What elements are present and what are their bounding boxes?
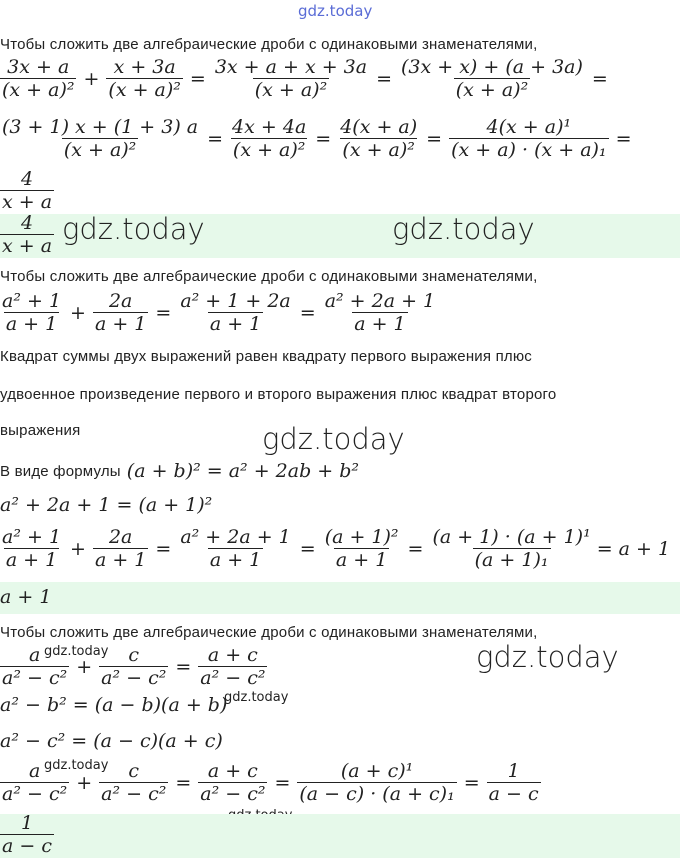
- frac-denominator: a² − c²: [101, 783, 167, 805]
- frac-numerator: 4: [20, 168, 34, 190]
- frac-numerator: (3 + 1) x + (1 + 3) a: [2, 116, 199, 138]
- frac-numerator: 3x + a: [7, 56, 70, 78]
- frac-numerator: a: [28, 644, 41, 666]
- frac-numerator: a² + 2a + 1: [180, 526, 291, 548]
- identity-1: a² − b² = (a − b)(a + b): [0, 694, 228, 716]
- frac-numerator: a² + 2a + 1: [324, 290, 436, 312]
- frac-denominator: a² − c²: [2, 783, 68, 805]
- formula-label: В виде формулы: [0, 462, 121, 480]
- frac-denominator: a + 1: [94, 313, 147, 335]
- frac-numerator: a + c: [207, 760, 258, 782]
- frac-numerator: 2a: [108, 290, 133, 312]
- frac-numerator: (a + 1) · (a + 1)¹: [432, 526, 591, 548]
- frac-numerator: 4: [20, 212, 34, 234]
- identity: a² + 2a + 1 = (a + 1)²: [0, 494, 213, 516]
- frac-denominator: a + 1: [5, 549, 58, 571]
- frac-numerator: 4x + 4a: [232, 116, 307, 138]
- frac-denominator: x + a: [2, 235, 53, 257]
- frac-denominator: a − c: [488, 783, 539, 805]
- frac-denominator: a + 1: [209, 313, 262, 335]
- section3-chain: $\frac{a}{\text{a² − c²}}$ + $\frac{c}{\text{a² − c²}}$ = $\frac{a + c}{\text{a² − c²}}$ = $\frac{\text{(a + c)¹}}{\text{(a − c) · (a + c)₁}}$ = $\frac{1}{a - c}$: [2, 760, 539, 805]
- frac-denominator: (x + a)²: [2, 79, 75, 101]
- watermark-small: gdz.today: [44, 758, 109, 773]
- frac-denominator: (x + a)²: [254, 79, 328, 101]
- frac-numerator: 3x + a + x + 3a: [214, 56, 368, 78]
- frac-denominator: a + 1: [5, 313, 58, 335]
- rule-text-line3: выражения: [0, 422, 81, 439]
- section2-answer: a + 1: [0, 586, 52, 608]
- frac-denominator: a² − c²: [101, 667, 167, 689]
- frac-denominator: a² − c²: [2, 667, 68, 689]
- frac-denominator: (x + a)²: [455, 79, 529, 101]
- watermark-large: gdz.today: [62, 212, 205, 246]
- frac-denominator: (x + a)²: [63, 139, 137, 161]
- frac-numerator: (a + 1)²: [324, 526, 399, 548]
- identity-2: a² − c² = (a − c)(a + c): [0, 730, 223, 752]
- frac-numerator: a² + 1 + 2a: [180, 290, 291, 312]
- frac-denominator: (a + 1)₁: [474, 549, 549, 571]
- frac-denominator: a − c: [2, 835, 52, 857]
- frac-numerator: 2a: [108, 526, 133, 548]
- rule-text-line1: Квадрат суммы двух выражений равен квадрату первого выражения плюс: [0, 348, 532, 365]
- section1-equation-line2: $\frac{(3 + 1) x + (1 + 3) a}{\text{(x + a)²}}$ = $\frac{4x + 4a}{\text{(x + a)²}}$ = $\frac{4(x + a)}{\text{(x + a)²}}$ = $\frac{\text{4(x + a)¹}}{\text{(x + a) · (x + a)₁}}$ =: [2, 116, 632, 161]
- section2-chain: $\frac{\text{a² + 1}}{a + 1}$ + $\frac{2a}{a + 1}$ = $\frac{\text{a² + 2a + 1}}{a + 1}$ = $\frac{\text{(a + 1)²}}{a + 1}$ = $\frac{\text{(a + 1) · (a + 1)¹}}{\text{(a + 1)₁}}$ = a + 1: [2, 526, 671, 571]
- frac-numerator: a: [28, 760, 41, 782]
- section1-equation-line1: $\frac{3x + a}{\text{(x + a)²}}$ + $\frac{x + 3a}{\text{(x + a)²}}$ = $\frac{3x + a + x + 3a}{\text{(x + a)²}}$ = $\frac{(3x + x) + (a + 3a)}{\text{(x + a)²}}$ =: [2, 56, 608, 101]
- frac-numerator: a² + 1: [2, 526, 62, 548]
- watermark-large: gdz.today: [392, 212, 535, 246]
- watermark-small: gdz.today: [44, 644, 109, 659]
- frac-denominator: x + a: [2, 191, 53, 213]
- frac-numerator: 1: [507, 760, 520, 782]
- section2-equation: $\frac{\text{a² + 1}}{a + 1}$ + $\frac{2a}{a + 1}$ = $\frac{\text{a² + 1 + 2a}}{a + 1}$ = $\frac{\text{a² + 2a + 1}}{a + 1}$: [2, 290, 436, 335]
- section3-equation: $\frac{a}{\text{a² − c²}}$ + $\frac{c}{\text{a² − c²}}$ = $\frac{a + c}{\text{a² − c²}}$: [2, 644, 266, 689]
- frac-numerator: (a + c)¹: [340, 760, 414, 782]
- section1-answer: [0, 212, 54, 257]
- watermark-top: gdz.today: [298, 2, 373, 20]
- frac-denominator: (x + a)²: [232, 139, 306, 161]
- frac-denominator: a + 1: [209, 549, 262, 571]
- frac-numerator: 4(x + a)¹: [486, 116, 572, 138]
- frac-numerator: a² + 1: [2, 290, 62, 312]
- frac-denominator: (a − c) · (a + c)₁: [299, 783, 455, 805]
- frac-numerator: c: [128, 644, 140, 666]
- frac-denominator: (x + a) · (x + a)₁: [451, 139, 607, 161]
- frac-numerator: 4(x + a): [340, 116, 418, 138]
- watermark-large: gdz.today: [262, 422, 405, 456]
- formula: (a + b)² = a² + 2ab + b²: [126, 460, 360, 482]
- frac-denominator: a + 1: [94, 549, 147, 571]
- frac-numerator: a + c: [207, 644, 258, 666]
- answer-highlight: [0, 582, 680, 614]
- section2-intro: Чтобы сложить две алгебраические дроби с одинаковыми знаменателями,: [0, 268, 538, 285]
- frac-numerator: c: [128, 760, 140, 782]
- frac-denominator: a² − c²: [200, 667, 266, 689]
- section1-result: [0, 168, 54, 213]
- frac-numerator: (3x + x) + (a + 3a): [401, 56, 583, 78]
- frac-numerator: 1: [20, 812, 34, 834]
- rule-text-line2: удвоенное произведение первого и второго выражения плюс квадрат второго: [0, 386, 557, 403]
- answer-highlight: [0, 814, 680, 858]
- section1-intro: Чтобы сложить две алгебраические дроби с одинаковыми знаменателями,: [0, 36, 538, 53]
- chain-end: = a + 1: [596, 537, 671, 560]
- frac-denominator: a + 1: [354, 313, 406, 335]
- frac-numerator: x + 3a: [113, 56, 176, 78]
- watermark-large: gdz.today: [476, 640, 619, 674]
- formula-line: [0, 460, 359, 482]
- frac-denominator: (x + a)²: [342, 139, 415, 161]
- watermark-small: gdz.today: [224, 690, 289, 705]
- frac-denominator: a² − c²: [200, 783, 266, 805]
- section3-answer: [0, 812, 54, 857]
- frac-denominator: a + 1: [335, 549, 388, 571]
- frac-denominator: (x + a)²: [108, 79, 181, 101]
- section3-intro: Чтобы сложить две алгебраические дроби с одинаковыми знаменателями,: [0, 624, 538, 641]
